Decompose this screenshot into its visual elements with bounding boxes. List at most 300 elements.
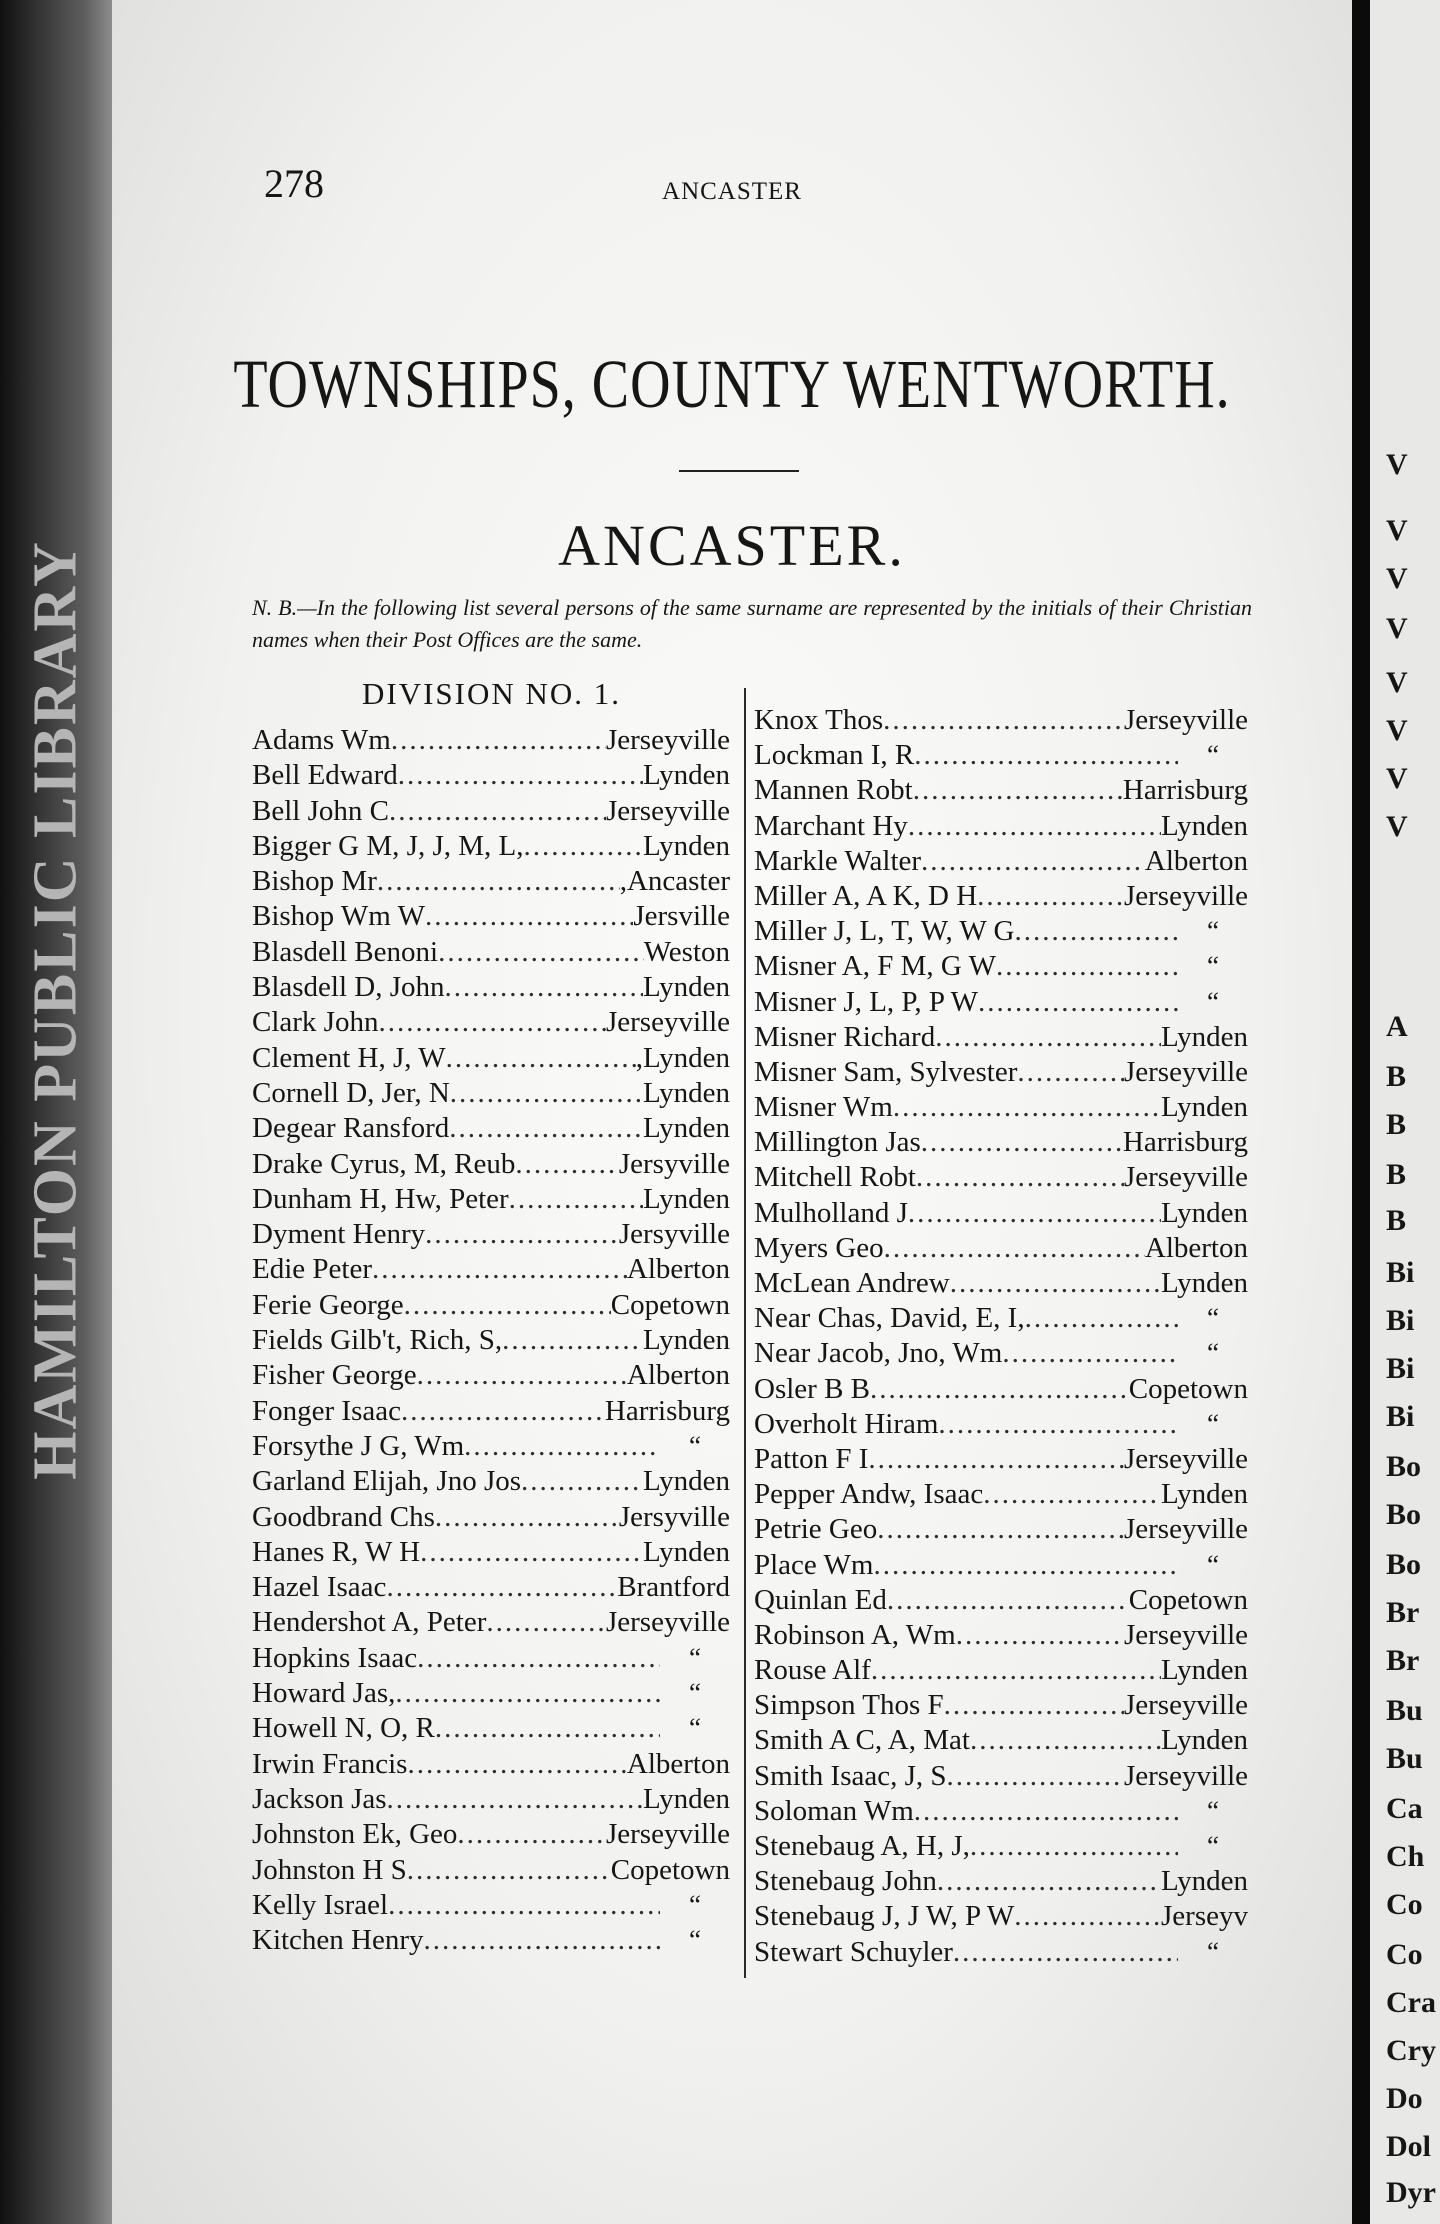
next-page-fragment: Bi [1386,1352,1415,1385]
entry-name: Smith Isaac, J, S [754,1759,947,1792]
directory-column-2 [754,704,1248,1971]
directory-entry [754,1549,1248,1584]
main-title: TOWNSHIPS, COUNTY WENTWORTH. [233,347,1231,423]
entry-post-office: Alberton [626,1359,730,1392]
entry-name: Bishop Wm W [252,900,425,933]
dot-leader [914,1795,1178,1828]
directory-entry [252,865,730,900]
dot-leader [435,1712,660,1745]
directory-entry [252,1924,730,1959]
dot-leader [921,1126,1123,1159]
entry-post-office: “ [689,1678,701,1709]
entry-name: Howard Jas, [252,1677,396,1710]
entry-post-office: “ [1207,1549,1219,1580]
entry-name: Osler B B [754,1372,870,1405]
entry-name: Stenebaug John [754,1865,937,1898]
entry-post-office: Jerseyville [1123,1442,1248,1475]
entry-name: Misner J, L, P, P W [754,985,978,1018]
entry-name: Degear Ransford [252,1112,450,1145]
dot-leader [868,1443,1124,1476]
dot-leader [883,704,1124,737]
entry-name: Clark John [252,1006,379,1039]
next-page-fragment: Dol [1386,2130,1431,2163]
entry-name: Johnston H S [252,1853,407,1886]
entry-name: Dunham H, Hw, Peter [252,1182,509,1215]
dot-leader [996,950,1178,983]
directory-entry [252,830,730,865]
directory-entry [252,1748,730,1783]
entry-post-office: Copetown [1128,1583,1248,1616]
entry-post-office: Brantford [617,1571,730,1604]
directory-entry [754,1091,1248,1126]
next-page-fragment: B [1386,1158,1407,1191]
dot-leader [438,936,644,969]
next-page-fragment: Bi [1386,1304,1415,1337]
entry-name: Knox Thos [754,704,884,736]
entry-name: Soloman Wm [754,1794,914,1827]
entry-name: Fonger Isaac [252,1394,401,1427]
dot-leader [377,865,620,898]
next-page-fragment: V [1386,762,1408,795]
next-page-fragment: B [1386,1108,1407,1141]
entry-post-office: “ [1207,1338,1219,1369]
directory-entry [754,1126,1248,1161]
dot-leader [407,1748,626,1781]
entry-name: Myers Geo [754,1231,884,1264]
entry-name: Mulholland J [754,1196,908,1229]
dot-leader [502,1324,643,1357]
next-page-fragment: Dyr [1386,2176,1436,2209]
entry-name: Near Jacob, Jno, Wm [754,1337,1003,1370]
entry-post-office: Lynden [1161,1724,1248,1757]
entry-name: Ferie George [252,1288,404,1321]
dot-leader [950,1267,1161,1300]
dot-leader [1002,1337,1178,1370]
entry-name: Bell John C [252,794,389,827]
entry-post-office: “ [1207,1408,1219,1439]
directory-entry [252,1430,730,1465]
dot-leader [387,1783,643,1816]
dot-leader [970,1830,1178,1863]
next-page-fragment: Bi [1386,1400,1415,1433]
directory-entry [252,1112,730,1147]
directory-entry [754,1654,1248,1689]
directory-entry [754,1936,1248,1971]
entry-post-office: Lynden [643,1076,730,1109]
directory-entry [252,1359,730,1394]
directory-entry [754,880,1248,915]
dot-leader [947,1760,1124,1793]
next-page-fragment: V [1386,714,1408,747]
directory-entry [252,1218,730,1253]
next-page-fragment: Ca [1386,1792,1423,1825]
directory-entry [754,1865,1248,1900]
dot-leader [1014,1900,1161,1933]
directory-entry [252,1642,730,1677]
entry-name: Misner Sam, Sylvester [754,1055,1018,1088]
entry-name: Fields Gilb't, Rich, S, [252,1324,503,1357]
entry-name: Mannen Robt [754,774,913,807]
directory-entry [252,1253,730,1288]
next-page-fragment: V [1386,562,1408,595]
entry-name: Goodbrand Chs [252,1500,435,1533]
next-page-fragment: A [1386,1010,1408,1043]
directory-entry [252,936,730,971]
next-page-fragment: Br [1386,1596,1420,1629]
entry-name: Robinson A, Wm [754,1618,956,1651]
directory-entry [252,1501,730,1536]
dot-leader [870,1373,1129,1406]
directory-entry [754,845,1248,880]
entry-name: Irwin Francis [252,1747,408,1780]
entry-post-office: “ [689,1642,701,1673]
entry-post-office: Alberton [1144,1231,1248,1264]
entry-post-office: Lynden [643,759,730,792]
entry-post-office: Harrisburg [1122,774,1248,807]
entry-name: Bishop Mr [252,865,377,898]
entry-name: Blasdell Benoni [252,935,439,968]
directory-entry [252,1783,730,1818]
directory-entry [754,1724,1248,1759]
directory-entry [252,1677,730,1712]
entry-name: Stenebaug J, J W, P W [754,1900,1015,1933]
directory-entry [754,1619,1248,1654]
entry-post-office: Harrisburg [1122,1126,1248,1159]
entry-name: Howell N, O, R [252,1712,435,1745]
entry-name: Petrie Geo [754,1513,878,1546]
directory-entry [252,1183,730,1218]
dot-leader [417,1642,660,1675]
entry-post-office: “ [689,1889,701,1920]
dot-leader [944,1689,1124,1722]
entry-post-office: “ [1207,1831,1219,1861]
entry-post-office: Jerseyville [605,1006,730,1039]
entry-name: Quinlan Ed [754,1583,887,1616]
directory-entry [754,704,1248,739]
dot-leader [391,724,606,757]
entry-name: Dyment Henry [252,1218,426,1251]
dot-leader [937,1865,1161,1898]
entry-post-office: Jerseyville [1123,1689,1248,1722]
dot-leader [977,880,1124,913]
directory-entry [252,1854,730,1889]
next-page-fragment: Ch [1386,1840,1425,1873]
directory-entry [252,1536,730,1571]
directory-entry [252,900,730,935]
entry-name: Near Chas, David, E, I, [754,1302,1025,1335]
dot-leader [1025,1302,1178,1335]
entry-post-office: “ [1207,916,1219,947]
entry-post-office: Lynden [643,971,730,1004]
entry-name: Miller J, L, T, W, W G [754,915,1015,948]
directory-entry [754,1408,1248,1443]
entry-post-office: Jerseyville [1123,1161,1248,1194]
entry-post-office: “ [1207,740,1219,771]
dot-leader [424,1924,660,1957]
entry-name: Marchant Hy [754,809,908,842]
next-page-edge [1370,0,1440,2224]
entry-name: Lockman I, R [754,739,915,772]
dot-leader [913,774,1123,807]
directory-entry [754,1337,1248,1372]
next-page-fragment: B [1386,1060,1407,1093]
entry-name: Bigger G M, J, J, M, L, [252,829,524,862]
entry-name: Place Wm [754,1548,874,1581]
entry-post-office: Lynden [1161,1091,1248,1124]
directory-entry [754,1443,1248,1478]
entry-post-office: Weston [643,935,730,968]
entry-name: Hanes R, W H [252,1535,421,1568]
entry-post-office: Copetown [610,1288,730,1321]
entry-name: Hazel Isaac [252,1571,387,1604]
entry-post-office: Copetown [610,1853,730,1886]
next-page-fragment: V [1386,810,1408,843]
directory-entry [252,1606,730,1641]
entry-name: Smith A C, A, Mat [754,1724,970,1757]
entry-post-office: Lynden [643,1112,730,1145]
next-page-fragment: B [1386,1204,1407,1237]
directory-entry [252,759,730,794]
directory-entry [252,1289,730,1324]
dot-leader [935,1021,1161,1054]
dot-leader [388,1889,660,1922]
entry-post-office: Lynden [643,1465,730,1498]
directory-entry [754,1584,1248,1619]
entry-name: Patton F I [754,1442,869,1475]
entry-post-office: Jersville [633,900,730,933]
directory-entry [754,1689,1248,1724]
entry-name: Mitchell Robt [754,1161,916,1194]
dot-leader [914,739,1178,772]
entry-name: Kitchen Henry [252,1924,424,1957]
directory-entry [754,810,1248,845]
running-head: ANCASTER [662,178,802,205]
directory-entry [754,1900,1248,1935]
dot-leader [953,1936,1178,1969]
entry-post-office: Alberton [626,1253,730,1286]
entry-post-office: Jerseyv [1161,1900,1248,1933]
section-title: ANCASTER. [558,513,906,578]
column-rule [744,688,746,1978]
dot-leader [425,1218,619,1251]
entry-post-office: Alberton [626,1747,730,1780]
directory-entry [754,1232,1248,1267]
entry-post-office: Jerseyville [1123,1513,1248,1546]
next-page-fragment: Co [1386,1938,1423,1971]
dot-leader [887,1584,1129,1617]
dot-leader [873,1549,1178,1582]
directory-entry [252,724,730,759]
entry-post-office: Jersyville [618,1500,730,1533]
entry-name: Kelly Israel [252,1888,389,1921]
directory-entry [754,950,1248,985]
next-page-fragment: Br [1386,1644,1420,1677]
directory-entry [754,739,1248,774]
entry-name: Forsythe J G, Wm [252,1429,465,1462]
entry-post-office: Jerseyville [1123,1759,1248,1792]
dot-leader [486,1606,606,1639]
entry-name: Hendershot A, Peter [252,1606,487,1639]
entry-post-office: Lynden [643,1782,730,1815]
entry-post-office: Jerseyville [605,1818,730,1851]
dot-leader [407,1854,611,1887]
page [112,0,1352,2224]
directory-entry [252,1077,730,1112]
dot-leader [1014,915,1178,948]
dot-leader [372,1253,627,1286]
dot-leader [445,971,643,1004]
dot-leader [435,1501,619,1534]
entry-name: Johnston Ek, Geo [252,1818,458,1851]
entry-name: Rouse Alf [754,1654,871,1687]
dot-leader [938,1408,1178,1441]
dot-leader [956,1619,1124,1652]
next-page-fragment: Bu [1386,1694,1423,1727]
dot-leader [521,1465,643,1498]
directory-entry [252,971,730,1006]
directory-entry [754,986,1248,1021]
entry-name: Garland Elijah, Jno Jos [252,1465,522,1498]
entry-name: Misner Richard [754,1020,936,1053]
directory-entry [252,795,730,830]
dot-leader [908,1197,1161,1230]
directory-entry [252,1006,730,1041]
directory-entry [754,1161,1248,1196]
entry-name: Misner A, F M, G W [754,950,996,983]
entry-name: Misner Wm [754,1091,893,1124]
spine-label: HAMILTON PUBLIC LIBRARY [21,540,90,1480]
next-page-fragment: Do [1386,2082,1423,2115]
entry-post-office: “ [1207,986,1219,1017]
next-page-fragment: Co [1386,1888,1423,1921]
directory-entry [754,1197,1248,1232]
directory-entry [252,1889,730,1924]
entry-post-office: “ [1207,1303,1219,1334]
next-page-fragment: Bo [1386,1450,1422,1483]
entry-name: Simpson Thos F [754,1689,944,1722]
entry-post-office: Jerseyville [605,724,730,756]
entry-post-office: Lynden [643,1182,730,1215]
dot-leader [509,1183,643,1216]
entry-post-office: Lynden [643,829,730,862]
dot-leader [425,900,633,933]
dot-leader [921,845,1145,878]
next-page-fragment: Cra [1386,1986,1436,2019]
dot-leader [916,1161,1124,1194]
directory-entry [754,1267,1248,1302]
entry-post-office: Jerseyville [1123,704,1248,736]
directory-column-1 [252,724,730,1959]
entry-post-office: Alberton [1144,844,1248,877]
directory-entry [252,1324,730,1359]
entry-post-office: “ [689,1430,701,1461]
entry-post-office: Jerseyville [1123,1055,1248,1088]
entry-name: Jackson Jas [252,1782,387,1815]
entry-name: Clement H, J, W [252,1041,446,1074]
entry-name: Cornell D, Jer, N [252,1076,450,1109]
directory-entry [252,1148,730,1183]
entry-post-office: Lynden [1161,1478,1248,1511]
directory-entry [252,1818,730,1853]
next-page-fragment: Bo [1386,1498,1422,1531]
directory-entry [252,1465,730,1500]
entry-name: Adams Wm [252,724,391,756]
entry-name: Stewart Schuyler [754,1935,953,1968]
entry-post-office: Harrisburg [604,1394,730,1427]
directory-entry [754,1056,1248,1091]
entry-post-office: Jersyville [618,1218,730,1251]
entry-post-office: Jerseyville [605,794,730,827]
directory-entry [754,915,1248,950]
dot-leader [884,1232,1145,1265]
directory-entry [754,1302,1248,1337]
directory-entry [754,1795,1248,1830]
division-heading: DIVISION NO. 1. [362,676,622,711]
dot-leader [449,1112,643,1145]
directory-entry [754,1373,1248,1408]
directory-entry [252,1712,730,1747]
next-page-fragment: Bu [1386,1742,1423,1775]
directory-entry [754,1478,1248,1513]
directory-entry [252,1395,730,1430]
entry-post-office: ,Lynden [635,1041,730,1074]
dot-leader [464,1430,660,1463]
next-page-fragment: V [1386,448,1408,481]
entry-name: Fisher George [252,1359,417,1392]
dot-leader [404,1289,611,1322]
entry-name: Markle Walter [754,844,922,877]
next-page-fragment: Bi [1386,1256,1415,1289]
next-page-fragment: V [1386,666,1408,699]
next-page-fragment: V [1386,514,1408,547]
entry-post-office: Copetown [1128,1372,1248,1405]
entry-post-office: Jersyville [618,1147,730,1180]
directory-entry [754,1760,1248,1795]
entry-post-office: ,Ancaster [619,865,730,898]
next-page-fragment: V [1386,612,1408,645]
directory-entry [252,1571,730,1606]
dot-leader [446,1042,636,1075]
entry-post-office: Lynden [643,1535,730,1568]
dot-leader [401,1395,605,1428]
entry-post-office: “ [1207,1795,1219,1826]
dot-leader [457,1818,606,1851]
entry-name: Miller A, A K, D H [754,879,978,912]
entry-post-office: “ [1207,951,1219,982]
book-spine [0,0,112,2224]
entry-name: Hopkins Isaac [252,1641,418,1674]
next-page-fragment: Bo [1386,1548,1422,1581]
entry-name: Pepper Andw, Isaac [754,1478,984,1511]
entry-name: Overholt Hiram [754,1407,939,1440]
entry-post-office: Lynden [1161,1865,1248,1898]
dot-leader [515,1148,618,1181]
dot-leader [420,1536,643,1569]
dot-leader [398,759,643,792]
dot-leader [871,1654,1161,1687]
entry-post-office: Lynden [1161,1196,1248,1229]
entry-name: Drake Cyrus, M, Reub [252,1147,516,1180]
next-page-fragment: Cry [1386,2034,1436,2067]
entry-name: McLean Andrew [754,1267,950,1299]
entry-post-office: Jerseyville [605,1606,730,1639]
editorial-note: N. B.—In the following list several persons of the same surname are represented by the initials of their Christian names when their Post Offices are the same. [252,595,1252,652]
dot-leader [523,830,643,863]
dot-leader [450,1077,643,1110]
dot-leader [395,1677,660,1710]
entry-name: Edie Peter [252,1253,372,1286]
entry-post-office: Lynden [1161,809,1248,842]
